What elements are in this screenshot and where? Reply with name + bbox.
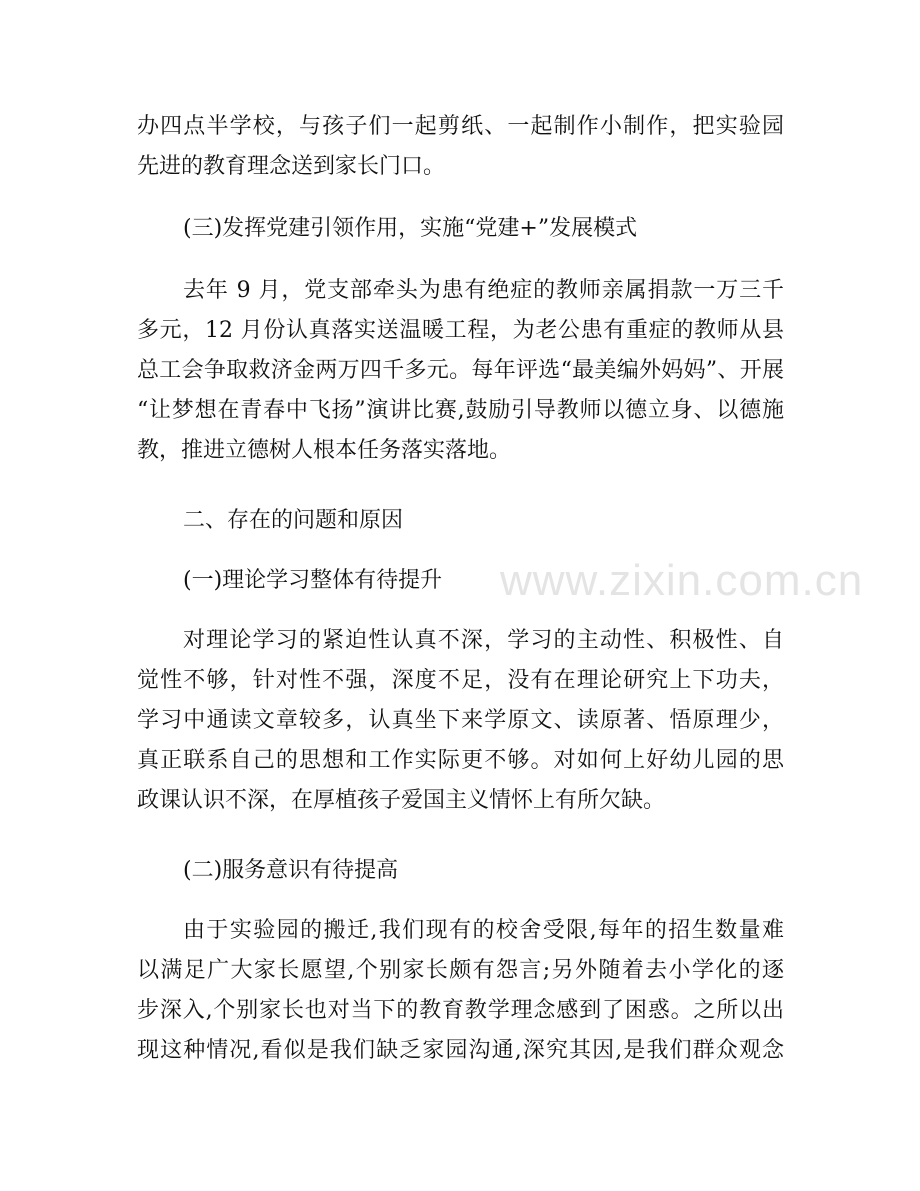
watermark: www.zixin.com.cn	[500, 556, 864, 605]
paragraph-line: 真正联系自己的思想和工作实际更不够。对如何上好幼儿园的思	[137, 748, 784, 773]
paragraph-line: 对理论学习的紧迫性认真不深，学习的主动性、积极性、自	[183, 628, 784, 653]
paragraph-line: 现这种情况,看似是我们缺乏家园沟通,深究其因,是我们群众观念	[137, 1038, 784, 1063]
paragraph-line: 由于实验园的搬迁,我们现有的校舍受限,每年的招生数量难	[183, 918, 784, 943]
section-heading: 二、存在的问题和原因	[183, 508, 404, 533]
paragraph-line: “让梦想在青春中飞扬”演讲比赛,鼓励引导教师以德立身、以德施	[137, 398, 784, 423]
paragraph-line: 步深入,个别家长也对当下的教育教学理念感到了困惑。之所以出	[137, 998, 784, 1023]
paragraph-line: 办四点半学校，与孩子们一起剪纸、一起制作小制作，把实验园	[137, 114, 784, 139]
paragraph-line: 总工会争取救济金两万四千多元。每年评选“最美编外妈妈”、开展	[137, 358, 784, 383]
paragraph-line: 多元，12 月份认真落实送温暖工程，为老公患有重症的教师从县	[137, 318, 784, 343]
subsection-heading: (二)服务意识有待提高	[183, 858, 399, 883]
paragraph-line: 政课认识不深，在厚植孩子爱国主义情怀上有所欠缺。	[137, 788, 666, 813]
section-heading: (三)发挥党建引领作用，实施“党建+”发展模式	[183, 216, 638, 241]
paragraph-line: 觉性不够，针对性不强，深度不足，没有在理论研究上下功夫，	[137, 668, 784, 693]
paragraph-line: 先进的教育理念送到家长门口。	[137, 154, 446, 179]
subsection-heading: (一)理论学习整体有待提升	[183, 568, 443, 593]
paragraph-line: 学习中通读文章较多，认真坐下来学原文、读原著、悟原理少，	[137, 708, 784, 733]
paragraph-line: 教，推进立德树人根本任务落实落地。	[137, 438, 512, 463]
paragraph-line: 以满足广大家长愿望,个别家长颇有怨言;另外随着去小学化的逐	[137, 958, 784, 983]
paragraph-line: 去年 9 月，党支部牵头为患有绝症的教师亲属捐款一万三千	[183, 278, 784, 303]
